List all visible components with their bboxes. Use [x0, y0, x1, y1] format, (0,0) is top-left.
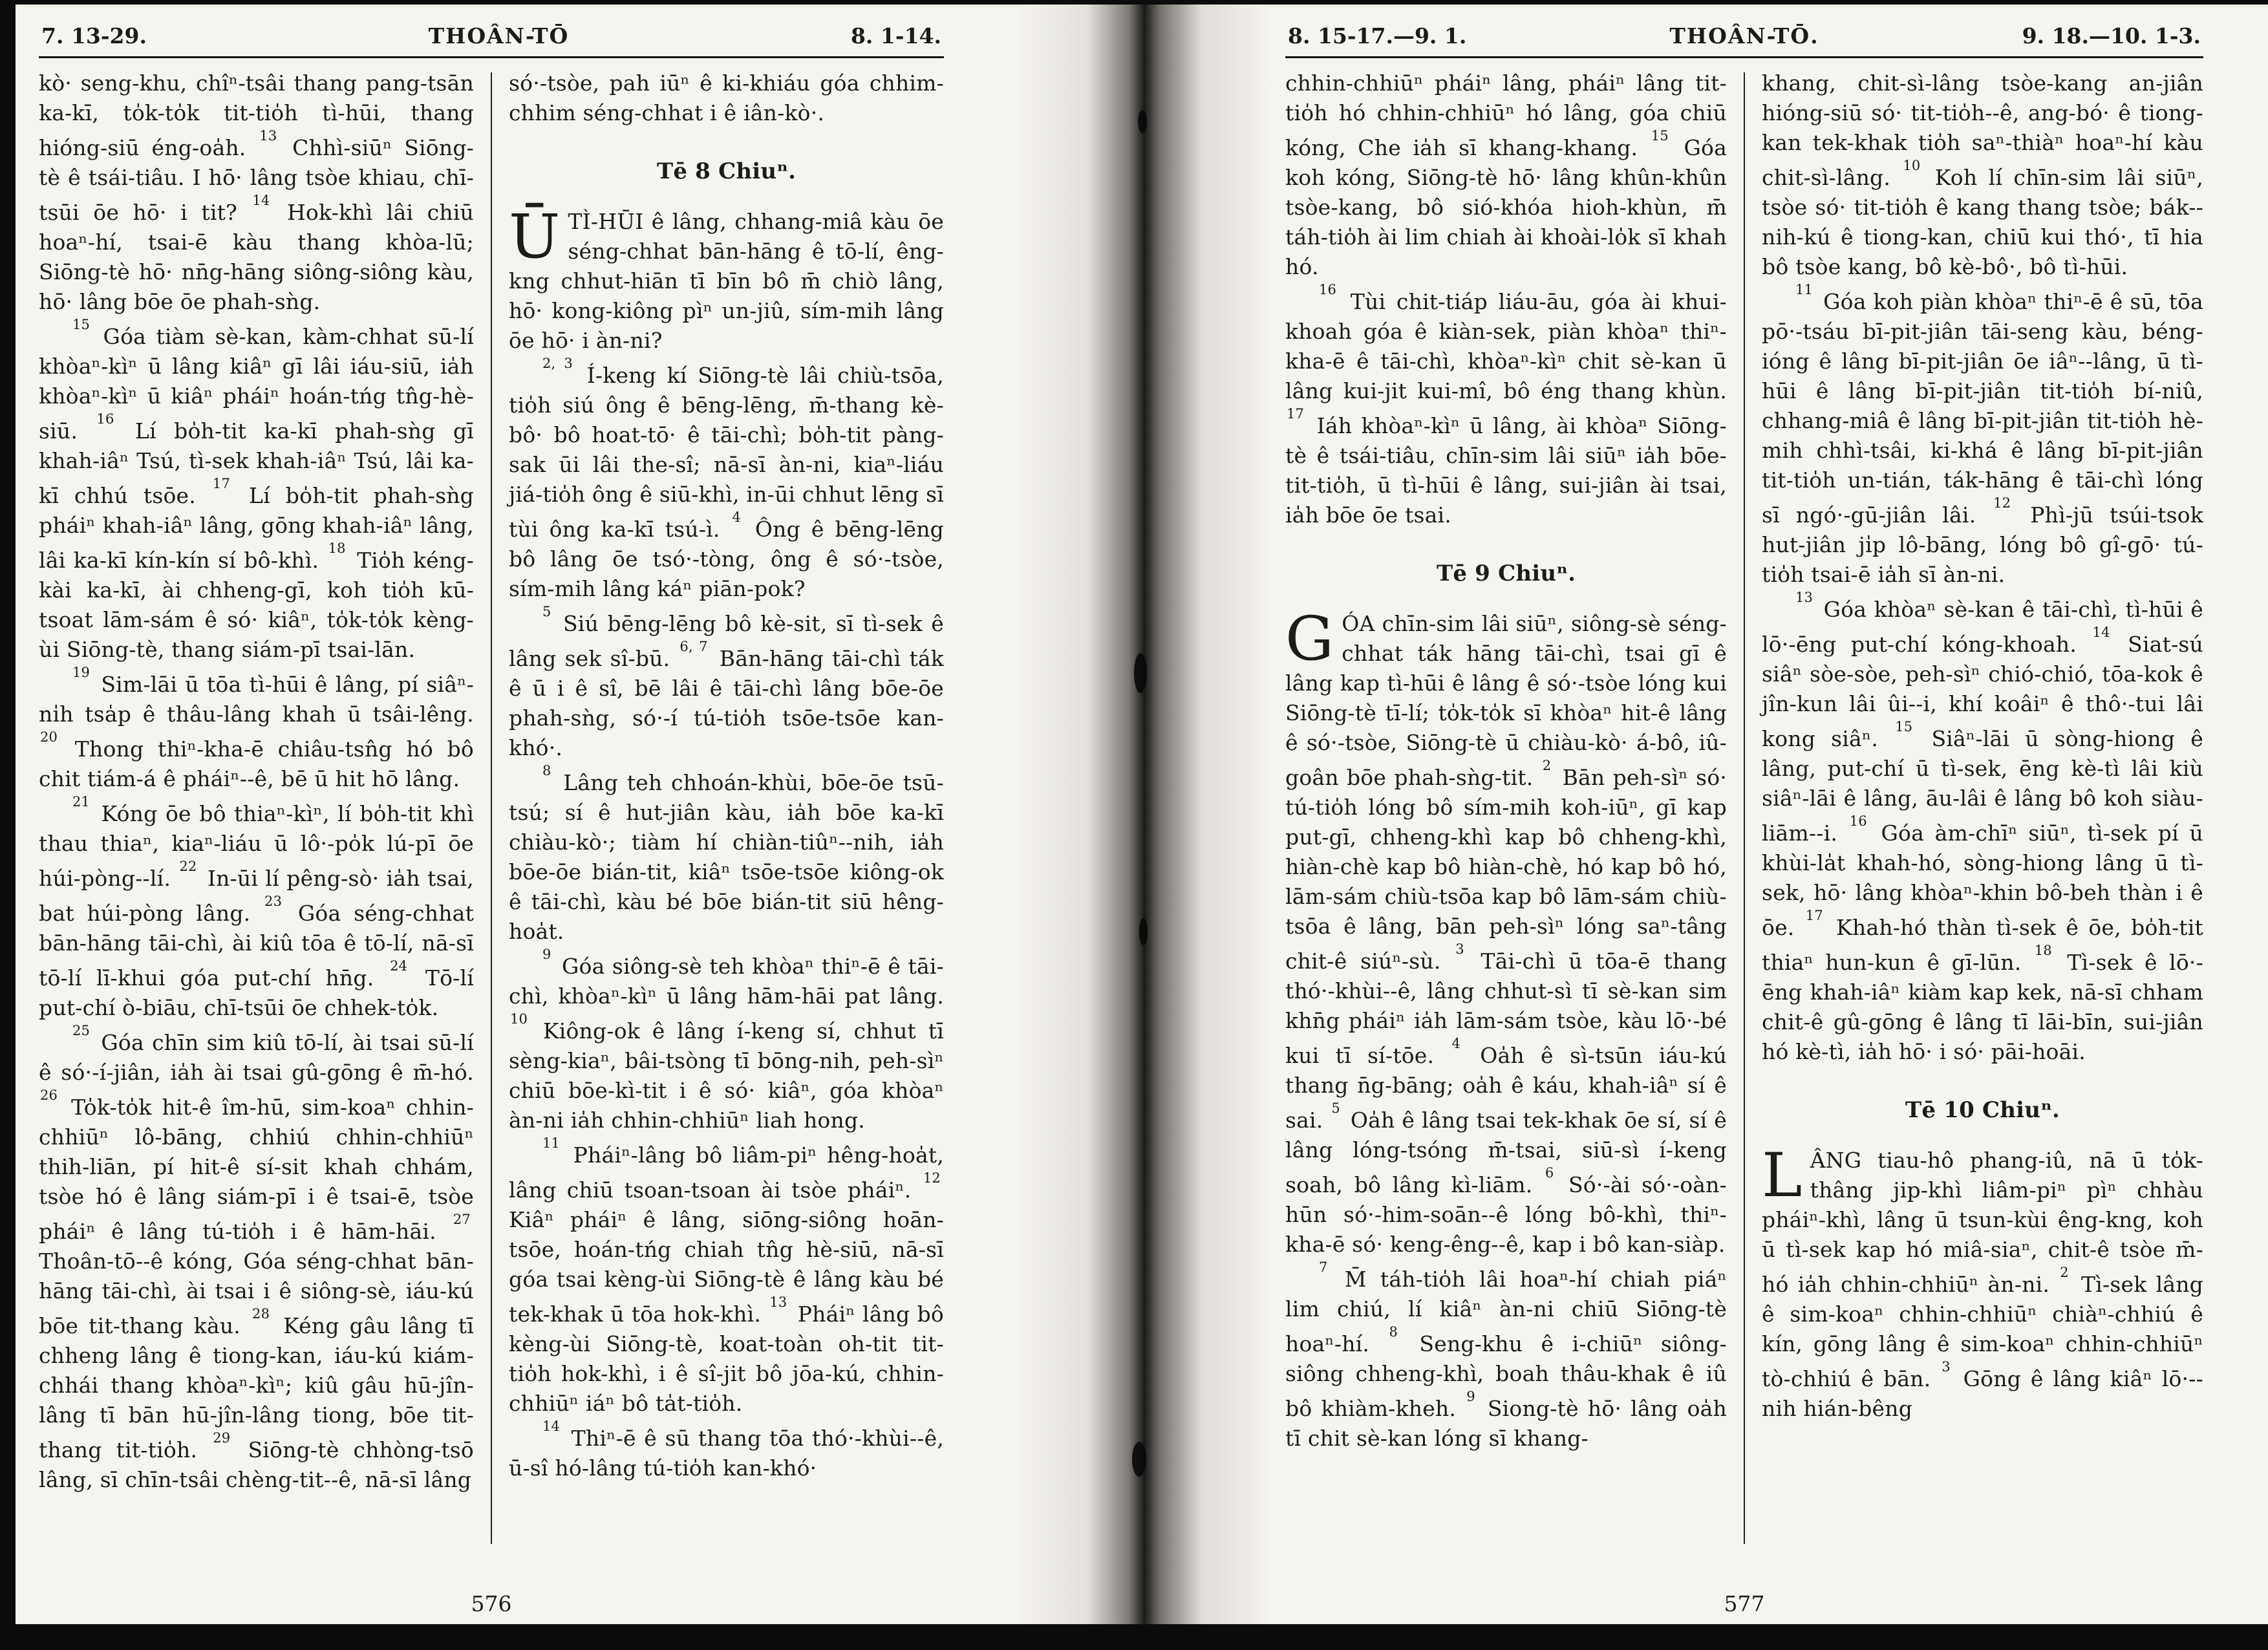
verse-number: 16: [1319, 282, 1337, 297]
page-header: [1285, 23, 2203, 58]
page-number: 576: [471, 1591, 512, 1616]
body-paragraph: $^7$ M̄ táh-tio̍h lâi hoaⁿ-hí chiah piáⁿ lim chiú, lí kiâⁿ àn-ni chiū Siōng-tè hoaⁿ-hí. $^8$ Seng-khu ê i-chiūⁿ siông-siông chheng-khì, boah thâu-khak ê iû bô khiàm-kheh. $^9$ Siong-tè hō· lâng oa̍h tī chit sè-kan lóng sī khang-: [1285, 1259, 1727, 1451]
text-columns: [1285, 69, 2203, 1549]
page-header: [39, 23, 944, 58]
page-576: [39, 23, 944, 1620]
verse-number: 17: [212, 476, 231, 491]
verse-number: 8: [1389, 1324, 1398, 1340]
verse-number: 18: [2034, 943, 2052, 958]
verse-number: 25: [72, 1023, 91, 1038]
verse-number: 13: [769, 1294, 787, 1310]
verse-number: 6: [1545, 1165, 1554, 1181]
verse-number: 11: [542, 1135, 561, 1151]
body-paragraph: $^{16}$ Tùi chit-tiáp liáu-āu, góa ài khui-khoah góa ê kiàn-sek, piàn khòaⁿ thiⁿ-kha-ē ê tāi-chì, khòaⁿ-kìⁿ chit sè-kan ū lâng kui-jit kui-mî, bô éng thang khùn. $^{17}$ Iáh khòaⁿ-kìⁿ ū lâng, ài khòaⁿ Siōng-tè ê tsái-tiâu, chīn-sim lâi siūⁿ ia̍h bōe-tit-tio̍h, ū tì-hūi ê lâng, sui-jiân ài tsai, ia̍h bōe ōe tsai.: [1285, 282, 1727, 528]
chapter-opening-paragraph: ŪTÌ-HŪI ê lâng, chhang-miâ kàu ōe séng-chhat bān-hāng ê tō-lí, êng-kng chhut-hiān tī bīn bô m̄ chiò lâng, hō· kong-kiông pìⁿ un-jiû, sím-mih lâng ōe hō· i àn-ni?: [509, 202, 944, 353]
verse-number: 3: [1455, 941, 1464, 957]
scan-edge-top: [0, 0, 2268, 5]
verse-number: 21: [72, 794, 91, 809]
verse-number: 22: [179, 859, 197, 874]
body-paragraph: $^5$ Siú bēng-lēng bô kè-sit, sī tì-sek ê lâng sek sî-bū. $^{6, 7}$ Bān-hāng tāi-chì ták ê ū i ê sî, bē lâi ê tāi-chì lâng bōe-ōe phah-sǹg, só·-í tú-tio̍h tsōe-tsōe kan-khó·.: [509, 604, 944, 760]
text-column-2: [1762, 69, 2203, 1549]
body-paragraph: só·-tsòe, pah iūⁿ ê ki-khiáu góa chhim-chhim séng-chhat i ê iân-kò·.: [509, 70, 944, 125]
verse-number: 12: [923, 1170, 941, 1186]
verse-number: 2, 3: [542, 356, 573, 371]
chapter-heading: Tē 10 Chiuⁿ.: [1905, 1097, 2060, 1123]
verse-number: 12: [1993, 495, 2011, 511]
verse-number: 24: [390, 958, 408, 974]
verse-number: 3: [1942, 1359, 1951, 1375]
body-paragraph: $^8$ Lâng teh chhoán-khùi, bōe-ōe tsū-tsú; sí ê hut-jiân kàu, ia̍h bōe ka-kī chiàu-kò·; tiàm hí chiàn-tiûⁿ--nih, ia̍h bōe-ōe bián-tit, kiâⁿ tsōe-tsōe kiông-ok ê tāi-chì, kàu bé bōe bián-tit siū hêng-hoa̍t.: [509, 763, 944, 944]
body-paragraph: $^{2, 3}$ Í-keng kí Siōng-tè lâi chiù-tsōa, tio̍h siú ông ê bēng-lēng, m̄-thang kè-bô· bô hoat-tō· ê tāi-chì; bo̍h-tit pàng-sak ūi lâi the-sî; nā-sī àn-ni, kiaⁿ-liáu jiá-tio̍h ông ê siū-khì, in-ūi chhut lēng sī tùi ông ka-kī tsú-ì. $^4$ Ông ê bēng-lēng bô lâng ōe tsó·-tòng, ông ê só·-tsòe, sím-mih lâng káⁿ piān-pok?: [509, 356, 944, 601]
body-paragraph: kò· seng-khu, chîⁿ-tsâi thang pang-tsān ka-kī, to̍k-to̍k tit-tio̍h tì-hūi, thang hióng-siū éng-oa̍h. $^{13}$ Chhì-siūⁿ Siōng-tè ê tsái-tiâu. I hō· lâng tsòe khiau, chī-tsūi ōe hō· i tit? $^{14}$ Hok-khì lâi chiū hoaⁿ-hí, tsai-ē kàu thang khòa-lū; Siōng-tè hō· nn̄g-hāng siông-siông kàu, hō· lâng bōe ōe phah-sǹg.: [39, 70, 474, 314]
body-paragraph: $^{19}$ Sim-lāi ū tōa tì-hūi ê lâng, pí siâⁿ-ni̍h tsa̍p ê thâu-lâng khah ū tsâi-lêng. $^{20}$ Thong thiⁿ-kha-ē chiâu-tsn̂g hó bô chit tiám-á ê pháiⁿ--ê, bē ū hit hō lâng.: [39, 665, 474, 791]
verse-number: 2: [2060, 1265, 2069, 1280]
verse-number: 4: [1451, 1036, 1460, 1051]
body-paragraph: $^{11}$ Pháiⁿ-lâng bô liâm-piⁿ hêng-hoa̍t, lâng chiū tsoan-tsoan ài tsòe pháiⁿ. $^{12}$ Kiâⁿ pháiⁿ ê lâng, siōng-siông hoān-tsōe, hoán-tńg chiah tn̂g hè-siū, nā-sī góa tsai kèng-ùi Siōng-tè ê lâng kàu bé tek-khak ū tōa hok-khì. $^{13}$ Pháiⁿ lâng bô kèng-ùi Siōng-tè, koat-toàn oh-tit tit-tio̍h hok-khì, i ê sî-jit bô jōa-kú, chhin-chhiūⁿ iáⁿ bô ta̍t-tio̍h.: [509, 1135, 944, 1416]
verse-number: 5: [1331, 1100, 1340, 1116]
verse-number: 16: [1849, 813, 1867, 829]
verse-number: 15: [1895, 719, 1913, 734]
verse-number: 11: [1795, 282, 1813, 297]
body-paragraph: $^9$ Góa siông-sè teh khòaⁿ thiⁿ-ē ê tāi-chì, khòaⁿ-kìⁿ ū lâng hām-hāi pat lâng. $^{10}$ Kiông-ok ê lâng í-keng sí, chhut tī sèng-kiaⁿ, bâi-tsòng tī bōng-nih, peh-sìⁿ chiū bōe-kì-tit i ê só· kiâⁿ, góa khòaⁿ àn-ni ia̍h chhin-chhiūⁿ liah hong.: [509, 947, 944, 1133]
verse-number: 13: [1795, 590, 1813, 605]
verse-number: 15: [1651, 128, 1669, 144]
verse-number: 10: [510, 1011, 528, 1027]
verse-number: 2: [1542, 758, 1552, 773]
verse-number: 29: [213, 1430, 231, 1446]
body-paragraph: $^{14}$ Thiⁿ-ē ê sū thang tōa thó·-khùi--ê, ū-sî hó-lâng tú-tio̍h kan-khó·: [509, 1419, 944, 1481]
verse-number: 13: [259, 128, 277, 144]
page-577: [1285, 23, 2203, 1620]
verse-number: 15: [72, 317, 91, 332]
body-paragraph: $^{11}$ Góa koh piàn khòaⁿ thiⁿ-ē ê sū, tōa pō·-tsáu bī-pit-jiân tāi-seng kàu, béng-ióng ê lâng bī-pit-jiân ōe iâⁿ--lâng, ū tì-hūi ê lâng bī-pit-jiân tit-tio̍h bí-niû, chhang-miâ ê lâng bī-pit-jiân tit-tio̍h hè-mih chhì-tsâi, ki-khá ê lâng bī-pit-jiân tit-tio̍h un-tián, ták-hāng ê tāi-chì lóng sī ngó·-gū-jiân lâi. $^{12}$ Phì-jū tsúi-tsok hut-jiân ji̍p lô-bāng, lóng bô gî-gō· tú-tio̍h tsai-ē ia̍h sī àn-ni.: [1762, 282, 2203, 587]
verse-number: 18: [328, 541, 346, 556]
text-column-1: [1285, 69, 1727, 1549]
header-verse-range-left: 8. 15-17.—9. 1.: [1288, 23, 1467, 48]
book-title: THOÂN-TŌ.: [1669, 23, 1819, 48]
binding-mark: [1138, 110, 1147, 133]
body-paragraph: $^{15}$ Góa tiàm sè-kan, kàm-chhat sū-lí khòaⁿ-kìⁿ ū lâng kiâⁿ gī lâi iáu-siū, ia̍h khòaⁿ-kìⁿ ū kiâⁿ pháiⁿ hoán-tńg tn̂g-hè-siū. $^{16}$ Lí bo̍h-tit ka-kī phah-sǹg gī khah-iâⁿ Tsú, tì-sek khah-iâⁿ Tsú, lâi ka-kī chhú tsōe. $^{17}$ Lí bo̍h-tit phah-sǹg pháiⁿ khah-iâⁿ lâng, gōng khah-iâⁿ lâng, lâi ka-kī kín-kín sí bô-khì. $^{18}$ Tio̍h kéng-kài ka-kī, ài chheng-gī, koh tio̍h kū-tsoat lām-sám ê só· kiâⁿ, to̍k-to̍k kèng-ùi Siōng-tè, thang siám-pī tsai-lān.: [39, 317, 474, 662]
header-verse-range-right: 8. 1-14.: [850, 23, 941, 48]
verse-number: 14: [252, 193, 270, 208]
binding-mark: [1132, 1442, 1146, 1477]
chapter-opening-paragraph: LÂNG tiau-hô phang-iû, nā ū to̍k-thâng jip-khì liâm-piⁿ pìⁿ chhàu pháiⁿ-khì, lâng ū tsun-kùi êng-kng, koh ū tì-sek kap hó miâ-siaⁿ, chit-ê tsòe m̄-hó ia̍h chhin-chhiūⁿ àn-ni. $^2$ Tì-sek lâng ê sim-koaⁿ chhin-chhiūⁿ chiàⁿ-chhiú ê kín, gōng lâng ê sim-koaⁿ chhin-chhiūⁿ tò-chhiú ê bān. $^3$ Gōng ê lâng kiâⁿ lō·--nih hián-bêng: [1762, 1141, 2203, 1421]
verse-number: 26: [40, 1088, 58, 1103]
verse-number: 28: [252, 1306, 270, 1322]
text-columns: [39, 69, 944, 1549]
verse-number: 23: [264, 894, 283, 909]
verse-number: 17: [1805, 908, 1823, 923]
drop-cap: L: [1762, 1141, 1803, 1211]
verse-number: 19: [72, 665, 91, 680]
body-paragraph: khang, chit-sì-lâng tsòe-kang an-jiân hióng-siū só· tit-tio̍h--ê, ang-bó· ê tiong-kan tek-khak tio̍h saⁿ-thiàⁿ hoaⁿ-hí kàu chit-sì-lâng. $^{10}$ Koh lí chīn-sim lâi siūⁿ, tsòe só· tit-tio̍h ê kang thang tsòe; bák--nih-kú ê tiong-kan, chiū kui thó·, tī hia bô tsòe kang, bô kè-bô·, bô tì-hūi.: [1762, 70, 2203, 279]
scan-edge-left: [0, 0, 16, 1650]
chapter-heading: Tē 9 Chiuⁿ.: [1436, 561, 1576, 586]
verse-number: 14: [2092, 625, 2110, 640]
binding-gutter-shadow: [1015, 0, 1274, 1650]
verse-number: 6, 7: [679, 639, 708, 654]
binding-mark: [1134, 653, 1147, 693]
verse-number: 10: [1903, 158, 1921, 173]
verse-number: 8: [542, 763, 551, 778]
verse-number: 9: [542, 947, 551, 962]
verse-number: 9: [1466, 1389, 1475, 1404]
text-column-1: [39, 69, 474, 1549]
binding-mark: [1139, 918, 1148, 945]
text-column-2: [509, 69, 944, 1549]
chapter-opening-paragraph: GÓA chīn-sim lâi siūⁿ, siông-sè séng-chhat ták hāng tāi-chì, tsai gī ê lâng kap tì-hūi ê lâng ê só·-tsòe lóng kui Siōng-tè tī-lí; to̍k-to̍k sī khòaⁿ hit-ê lâng ê só·-tsòe, Siōng-tè ū chiàu-kò· á-bô, iû-goân bōe phah-sǹg-tit. $^2$ Bān peh-sìⁿ só· tú-tio̍h lóng bô sím-mih koh-iūⁿ, gī kap put-gī, chheng-khì kap bô chheng-khì, hiàn-chè kap bô hiàn-chè, hó kap bô hó, lām-sám chiù-tsōa kap bô lām-sám chiù-tsōa ê lâng, bān peh-sìⁿ lóng saⁿ-tâng chit-ê siúⁿ-sù. $^3$ Tāi-chì ū tōa-ē thang thó·-khùi--ê, lâng chhut-sì tī sè-kan sim khn̄g pháiⁿ ia̍h lām-sám tsòe, kàu lō·-bé kui tī sí-tōe. $^4$ Oa̍h ê sì-tsūn iáu-kú thang n̄g-bāng; oa̍h ê káu, khah-iâⁿ sí ê sai. $^5$ Oa̍h ê lâng tsai tek-khak ōe sí, sí ê lâng lóng-tsóng m̄-tsai, siū-sì í-keng soah, bô lâng kì-liām. $^6$ Só·-ài só·-oàn-hūn só·-him-soān--ê lóng bô-khì, thiⁿ-kha-ē só· keng-êng--ê, kap i bô kan-siàp.: [1285, 604, 1727, 1257]
verse-number: 27: [453, 1212, 471, 1227]
body-paragraph: $^{21}$ Kóng ōe bô thiaⁿ-kìⁿ, lí bo̍h-tit khì thau thiaⁿ, kiaⁿ-liáu ū lô·-po̍k lú-pī ōe húi-pòng--lí. $^{22}$ In-ūi lí pêng-sò· ia̍h tsai, bat húi-pòng lâng. $^{23}$ Góa séng-chhat bān-hāng tāi-chì, ài kiû tōa ê tō-lí, nā-sī tō-lí lī-khui góa put-chí hn̄g. $^{24}$ Tō-lí put-chí ò-biāu, chī-tsūi ōe chhek-to̍k.: [39, 794, 474, 1020]
verse-number: 20: [40, 729, 58, 745]
chapter-heading: Tē 8 Chiuⁿ.: [656, 158, 797, 184]
body-paragraph: $^{13}$ Góa khòaⁿ sè-kan ê tāi-chì, tì-hūi ê lō·-ēng put-chí kóng-khoah. $^{14}$ Siat-sú siâⁿ sòe-sòe, peh-sìⁿ chió-chió, tōa-kok ê jîn-kun lâi ûi--i, khí koâiⁿ ê thô·-tui lâi kong siâⁿ. $^{15}$ Siâⁿ-lāi ū sòng-hiong ê lâng, put-chí ū tì-sek, ēng kè-tì lâi kiù siâⁿ-lāi ê lâng, āu-lâi ê lâng bô koh siàu-liām--i. $^{16}$ Góa àm-chīⁿ siūⁿ, tì-sek pí ū khùi-la̍t khah-hó, sòng-hiong lâng ū tì-sek, hō· lâng khòaⁿ-khin bô-beh thàn i ê ōe. $^{17}$ Khah-hó thàn tì-sek ê ōe, bo̍h-tit thiaⁿ hun-kun ê gī-lūn. $^{18}$ Tì-sek ê lō·-ēng khah-iâⁿ kiàm kap kek, nā-sī chham chit-ê gû-gōng ê lâng tī lāi-bīn, sui-jiân hó kè-tì, ia̍h hō· i só· pāi-hoāi.: [1762, 590, 2203, 1064]
header-verse-range-left: 7. 13-29.: [41, 23, 147, 48]
verse-number: 7: [1319, 1259, 1328, 1275]
verse-number: 16: [96, 411, 114, 427]
body-paragraph: $^{25}$ Góa chīn sim kiû tō-lí, ài tsai sū-lí ê só·-í-jiân, ia̍h ài tsai gû-gōng ê m̄-hó. $^{26}$ To̍k-to̍k hit-ê îm-hū, sim-koaⁿ chhin-chhiūⁿ lô-bāng, chhiú chhin-chhiūⁿ thih-liān, pí hit-ê sí-sit khah chhám, tsòe hó ê lâng siám-pī i ê tsai-ē, tsòe pháiⁿ ê lâng tú-tio̍h i ê hām-hāi. $^{27}$ Thoân-tō--ê kóng, Góa séng-chhat bān-hāng tāi-chì, ài tsai i ê siông-sè, iáu-kú bōe tit-thang kàu. $^{28}$ Kéng gâu lâng tī chheng lâng ê tiong-kan, iáu-kú kiám-chhái thang khòaⁿ-kìⁿ; kiû gâu hū-jîn-lâng tī bān hū-jîn-lâng tiong, bōe tit-thang tit-tio̍h. $^{29}$ Siōng-tè chhòng-tsō lâng, sī chīn-tsâi chèng-tit--ê, nā-sī lâng: [39, 1023, 474, 1492]
scan-edge-bottom: [0, 1624, 2268, 1650]
book-title: THOÂN-TŌ: [428, 23, 570, 48]
verse-number: 14: [542, 1419, 561, 1434]
drop-cap: G: [1285, 604, 1334, 674]
page-number: 577: [1724, 1591, 1765, 1616]
header-verse-range-right: 9. 18.—10. 1-3.: [2022, 23, 2201, 48]
verse-number: 5: [542, 604, 551, 619]
drop-cap: Ū: [509, 202, 561, 272]
verse-number: 4: [732, 509, 741, 525]
body-paragraph: chhin-chhiūⁿ pháiⁿ lâng, pháiⁿ lâng tit-tio̍h hó chhin-chhiūⁿ hó lâng, góa chiū kóng, Che ia̍h sī khang-khang. $^{15}$ Góa koh kóng, Siōng-tè hō· lâng khûn-khûn tsòe-kang, bô sió-khóa hioh-khùn, m̄ táh-tio̍h ài lim chiah ài khoài-lo̍k sī khah hó.: [1285, 70, 1727, 279]
verse-number: 17: [1287, 406, 1305, 422]
